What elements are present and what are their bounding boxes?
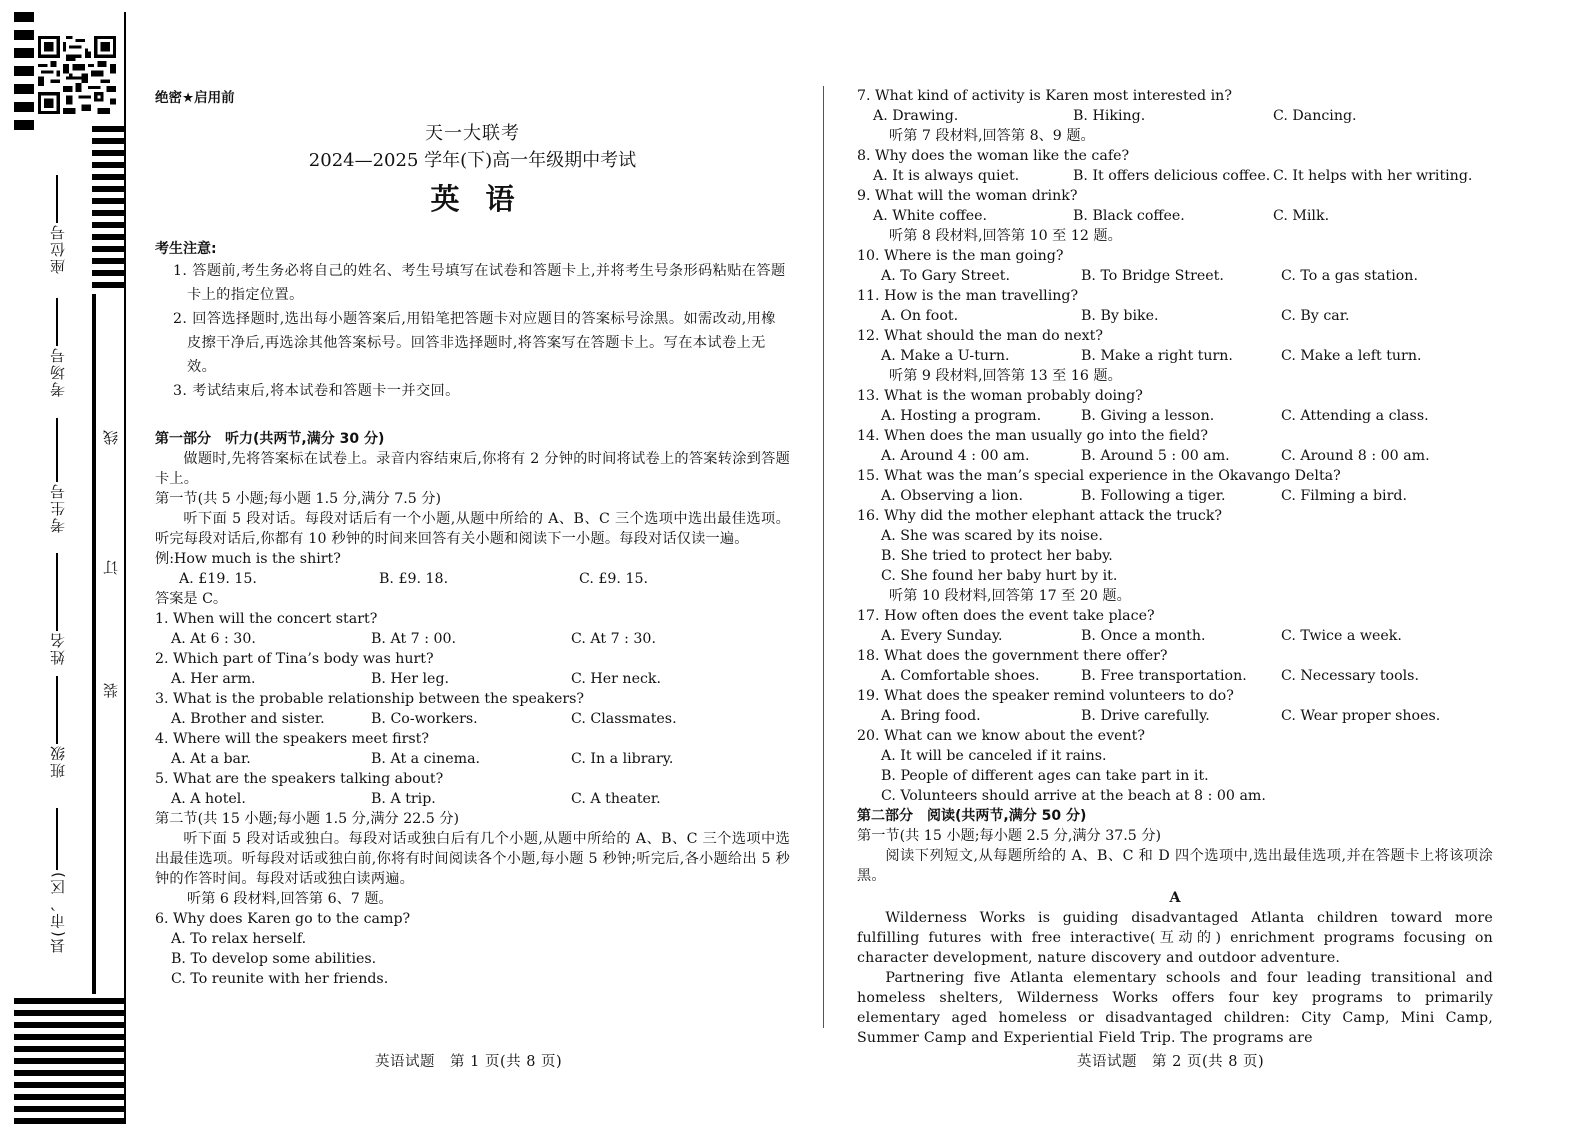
column-divider: [823, 86, 824, 1028]
option-a[interactable]: A. At a bar.: [171, 751, 251, 767]
question: 2. Which part of Tina’s body was hurt?: [155, 651, 434, 667]
option-b[interactable]: B. Make a right turn.: [1081, 348, 1233, 364]
class-field[interactable]: [40, 676, 74, 778]
question: 7. What kind of activity is Karen most interested in?: [857, 88, 1232, 104]
option-b[interactable]: B. Black coffee.: [1073, 208, 1185, 224]
name-label: 姓名: [48, 631, 67, 665]
option-a[interactable]: A. It is always quiet.: [873, 168, 1020, 184]
material-instruction: 听第 8 段材料,回答第 10 至 12 题。: [889, 228, 1122, 244]
exam-room-blank: [56, 298, 58, 346]
binding-mark-line: 线: [102, 430, 120, 445]
option-b[interactable]: B. People of different ages can take part in it.: [881, 768, 1209, 784]
county-field[interactable]: [40, 808, 74, 954]
question: 6. Why does Karen go to the camp?: [155, 911, 411, 927]
option-a[interactable]: A. White coffee.: [873, 208, 987, 224]
option-c[interactable]: C. Attending a class.: [1281, 408, 1429, 424]
question: 15. What was the man’s special experience in the Okavango Delta?: [857, 468, 1341, 484]
option-c[interactable]: C. Around 8 : 00 am.: [1281, 448, 1430, 464]
option-c[interactable]: C. Make a left turn.: [1281, 348, 1422, 364]
question-options: [857, 666, 1493, 686]
option-a[interactable]: A. Make a U-turn.: [881, 348, 1010, 364]
question: 3. What is the probable relationship between the speakers?: [155, 691, 585, 707]
option-c[interactable]: C. It helps with her writing.: [1273, 168, 1473, 184]
binding-mark-staple: 订: [102, 560, 120, 575]
question-options: [857, 266, 1493, 286]
option-c[interactable]: C. Volunteers should arrive at the beach at 8 : 00 am.: [881, 788, 1266, 804]
secret-label: 绝密★启用前: [155, 90, 235, 106]
option-b[interactable]: B. By bike.: [1081, 308, 1159, 324]
exam-room-field[interactable]: [40, 298, 74, 397]
option-b[interactable]: B. Following a tiger.: [1081, 488, 1226, 504]
question: 13. What is the woman probably doing?: [857, 388, 1143, 404]
option-b[interactable]: B. At a cinema.: [371, 751, 481, 767]
question-options: [155, 709, 790, 729]
option-a: A. £19. 15.: [179, 571, 257, 587]
option-c[interactable]: C. She found her baby hurt by it.: [881, 568, 1118, 584]
material-instruction: 听第 6 段材料,回答第 6、7 题。: [187, 891, 393, 907]
subject-title: 英语: [430, 182, 541, 216]
option-b[interactable]: B. Co-workers.: [371, 711, 478, 727]
option-a[interactable]: A. Around 4 : 00 am.: [881, 448, 1030, 464]
question-options: [155, 629, 790, 649]
option-a[interactable]: A. To relax herself.: [171, 931, 307, 947]
part1-heading: 第一部分 听力(共两节,满分 30 分): [155, 431, 385, 447]
part2-heading: 第二部分 阅读(共两节,满分 50 分): [857, 808, 1087, 824]
question-options: [155, 789, 790, 809]
exam-room-label: 考场号: [48, 346, 67, 397]
example-options: [155, 569, 790, 589]
binding-mark-bind: 装: [102, 683, 120, 698]
question-options: [857, 706, 1493, 726]
option-a[interactable]: A. Observing a lion.: [881, 488, 1023, 504]
page-footer-1: 英语试题 第 1 页(共 8 页): [375, 1054, 563, 1070]
option-c[interactable]: C. Dancing.: [1273, 108, 1357, 124]
option-b[interactable]: B. Around 5 : 00 am.: [1081, 448, 1230, 464]
option-c[interactable]: C. Classmates.: [571, 711, 677, 727]
option-b[interactable]: B. Giving a lesson.: [1081, 408, 1215, 424]
option-b[interactable]: B. To Bridge Street.: [1081, 268, 1224, 284]
question: 4. Where will the speakers meet first?: [155, 731, 429, 747]
page-2-column: [857, 80, 1493, 1048]
part1-intro: 做题时,先将答案标在试卷上。录音内容结束后,你将有 2 分钟的时间将试卷上的答案转涂到答题卡上。: [155, 451, 790, 487]
sec2-intro: 听下面 5 段对话或独白。每段对话或独白后有几个小题,从题中所给的 A、B、C 三个选项中选出最佳选项。听每段对话或独白前,你将有时间阅读各个小题,每小题 5 秒钟;听完后,各小题给出 5 秒钟的作答时间。每段对话或独白读两遍。: [155, 831, 790, 887]
option-c[interactable]: C. Milk.: [1273, 208, 1330, 224]
question-options: [857, 306, 1493, 326]
question-options: [857, 206, 1493, 226]
student-id-label: 考生号: [48, 482, 67, 533]
notice-item: 1. 答题前,考生务必将自己的姓名、考生号填写在试卷和答题卡上,并将考生号条形码粘贴在答题卡上的指定位置。: [173, 263, 786, 303]
seat-number-blank: [56, 175, 58, 223]
option-b[interactable]: B. At 7 : 00.: [371, 631, 457, 647]
option-b[interactable]: B. A trip.: [371, 791, 436, 807]
passage-paragraph: Wilderness Works is guiding disadvantaged Atlanta children toward more fulfilling futures with free interactive(互动的) enrichment programs focusing on character development, nature discovery and outdoor adventure.: [857, 910, 1493, 966]
option-b[interactable]: B. Her leg.: [371, 671, 450, 687]
option-a[interactable]: A. It will be canceled if it rains.: [881, 748, 1107, 764]
question-options: [857, 406, 1493, 426]
binding-margin-line: [124, 12, 126, 1124]
option-c[interactable]: C. At 7 : 30.: [571, 631, 656, 647]
sec1-heading: 第一节(共 5 小题;每小题 1.5 分,满分 7.5 分): [155, 491, 442, 507]
question: 20. What can we know about the event?: [857, 728, 1145, 744]
option-a[interactable]: A. At 6 : 30.: [171, 631, 256, 647]
example-question: 例:How much is the shirt?: [155, 551, 341, 567]
option-a[interactable]: A. A hotel.: [171, 791, 246, 807]
page-footer-2: 英语试题 第 2 页(共 8 页): [1077, 1054, 1265, 1070]
question-list: [155, 609, 790, 809]
seat-number-field[interactable]: [40, 175, 74, 274]
option-a[interactable]: A. Hosting a program.: [881, 408, 1042, 424]
option-b: B. £9. 18.: [379, 571, 449, 587]
name-blank: [56, 553, 58, 631]
question-options: [155, 749, 790, 769]
option-c[interactable]: C. By car.: [1281, 308, 1350, 324]
option-c[interactable]: C. A theater.: [571, 791, 661, 807]
part2-sec1-heading: 第一节(共 15 小题;每小题 2.5 分,满分 37.5 分): [857, 828, 1162, 844]
student-id-field[interactable]: [40, 418, 74, 533]
option-a[interactable]: A. Her arm.: [171, 671, 256, 687]
option-b[interactable]: B. Free transportation.: [1081, 668, 1247, 684]
question-options: [155, 669, 790, 689]
county-label: 县(市、区): [48, 870, 67, 954]
option-c: C. £9. 15.: [579, 571, 649, 587]
question-options: [857, 106, 1493, 126]
question: 9. What will the woman drink?: [857, 188, 1078, 204]
question-options: [857, 446, 1493, 466]
exam-organizer: 天一大联考: [425, 123, 520, 144]
county-blank: [56, 808, 58, 870]
option-a[interactable]: A. To Gary Street.: [881, 268, 1010, 284]
question: 5. What are the speakers talking about?: [155, 771, 444, 787]
question: 12. What should the man do next?: [857, 328, 1103, 344]
question: 18. What does the government there offer?: [857, 648, 1168, 664]
binding-barcode-bottom: [14, 998, 126, 1124]
notice-item: 2. 回答选择题时,选出每小题答案后,用铅笔把答题卡对应题目的答案标号涂黑。如需改动,用橡皮擦干净后,再选涂其他答案标号。回答非选择题时,将答案写在答题卡上。写在本试卷上无效。: [173, 311, 776, 375]
option-a[interactable]: A. She was scared by its noise.: [881, 528, 1103, 544]
example-answer: 答案是 C。: [155, 591, 228, 607]
option-c[interactable]: C. Her neck.: [571, 671, 662, 687]
option-c[interactable]: C. Twice a week.: [1281, 628, 1402, 644]
question: 19. What does the speaker remind volunteers to do?: [857, 688, 1234, 704]
qr-code-icon: [38, 36, 116, 114]
option-c[interactable]: C. To reunite with her friends.: [171, 971, 389, 987]
option-b[interactable]: B. To develop some abilities.: [171, 951, 377, 967]
question: 10. Where is the man going?: [857, 248, 1064, 264]
notice-item: 3. 考试结束后,将本试卷和答题卡一并交回。: [173, 383, 460, 399]
option-c[interactable]: C. Filming a bird.: [1281, 488, 1407, 504]
question: 11. How is the man travelling?: [857, 288, 1079, 304]
question: 1. When will the concert start?: [155, 611, 378, 627]
option-c[interactable]: C. To a gas station.: [1281, 268, 1418, 284]
option-a[interactable]: A. Comfortable shoes.: [881, 668, 1040, 684]
question: 14. When does the man usually go into the field?: [857, 428, 1208, 444]
material-instruction: 听第 10 段材料,回答第 17 至 20 题。: [889, 588, 1131, 604]
passage-letter: A: [1169, 890, 1181, 906]
option-b[interactable]: B. Drive carefully.: [1081, 708, 1210, 724]
option-b[interactable]: B. Hiking.: [1073, 108, 1146, 124]
binding-barcode-top: [14, 12, 34, 137]
material-instruction: 听第 9 段材料,回答第 13 至 16 题。: [889, 368, 1122, 384]
option-a[interactable]: A. On foot.: [881, 308, 959, 324]
option-b[interactable]: B. It offers delicious coffee.: [1073, 168, 1271, 184]
part2-intro: 阅读下列短文,从每题所给的 A、B、C 和 D 四个选项中,选出最佳选项,并在答题卡上将该项涂黑。: [857, 848, 1493, 884]
class-label: 班级: [48, 744, 67, 778]
sec1-intro: 听下面 5 段对话。每段对话后有一个小题,从题中所给的 A、B、C 三个选项中选出最佳选项。听完每段对话后,你都有 10 秒钟的时间来回答有关小题和阅读下一小题。每段对话仅读一遍。: [155, 511, 790, 547]
notice-heading: 考生注意:: [155, 241, 217, 257]
question-options: [857, 486, 1493, 506]
option-a[interactable]: A. Brother and sister.: [171, 711, 325, 727]
option-b[interactable]: B. Once a month.: [1081, 628, 1206, 644]
sec2-heading: 第二节(共 15 小题;每小题 1.5 分,满分 22.5 分): [155, 811, 460, 827]
question: 8. Why does the woman like the cafe?: [857, 148, 1130, 164]
option-a[interactable]: A. Drawing.: [873, 108, 959, 124]
option-a[interactable]: A. Every Sunday.: [881, 628, 1003, 644]
name-field[interactable]: [40, 553, 74, 665]
class-blank: [56, 676, 58, 744]
option-c[interactable]: C. Necessary tools.: [1281, 668, 1419, 684]
option-c[interactable]: C. In a library.: [571, 751, 674, 767]
student-id-blank: [56, 418, 58, 482]
question-options: [857, 346, 1493, 366]
question-options: [857, 166, 1493, 186]
material-instruction: 听第 7 段材料,回答第 8、9 题。: [889, 128, 1095, 144]
option-a[interactable]: A. Bring food.: [881, 708, 981, 724]
question: 16. Why did the mother elephant attack the truck?: [857, 508, 1223, 524]
option-c[interactable]: C. Wear proper shoes.: [1281, 708, 1441, 724]
option-b[interactable]: B. She tried to protect her baby.: [881, 548, 1113, 564]
page-1-column: [155, 80, 790, 989]
seat-number-label: 座位号: [48, 223, 67, 274]
question-options: [857, 626, 1493, 646]
passage-paragraph: Partnering five Atlanta elementary schools and four leading transitional and homeless shelters, Wilderness Works offers four key programs to primarily elementary aged homeless or disadvantaged children: City Camp, Mini Camp, Summer Camp and Experiential Field Trip. The programs are: [857, 970, 1493, 1046]
question: 17. How often does the event take place?: [857, 608, 1155, 624]
exam-title: 2024—2025 学年(下)高一年级期中考试: [308, 150, 637, 171]
